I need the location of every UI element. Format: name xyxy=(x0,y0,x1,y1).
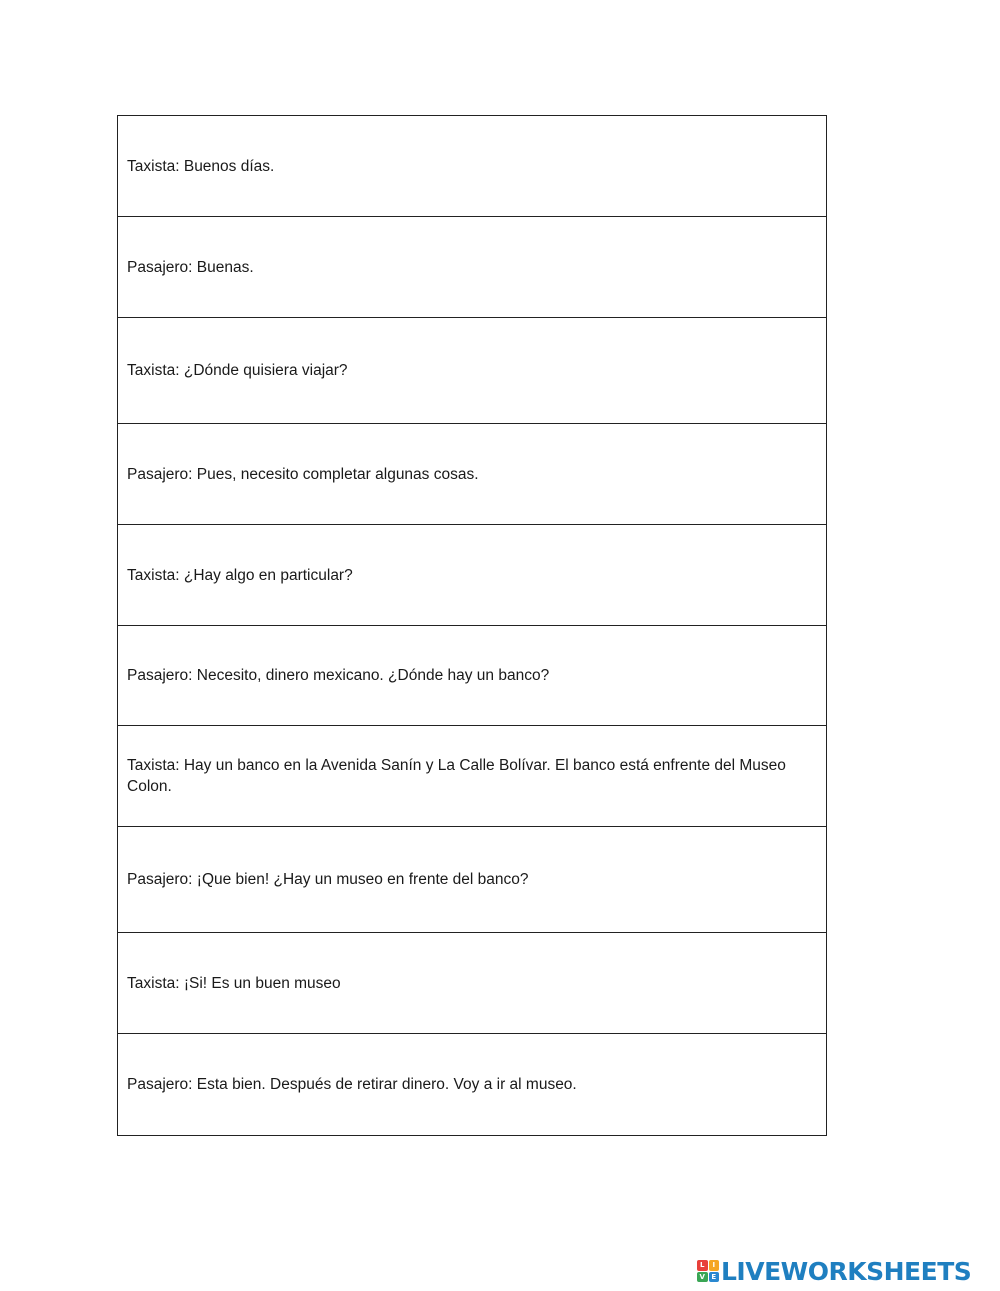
dialogue-line: Taxista: Buenos días. xyxy=(127,157,275,175)
dialogue-row xyxy=(118,525,826,626)
dialogue-line: Pasajero: Necesito, dinero mexicano. ¿Dónde hay un banco? xyxy=(127,667,550,684)
dialogue-line: Taxista: ¡Si! Es un buen museo xyxy=(127,974,341,992)
logo-block-i: I xyxy=(709,1260,720,1271)
dialogue-row xyxy=(118,1034,826,1135)
dialogue-row xyxy=(118,626,826,726)
dialogue-line: Taxista: ¿Hay algo en particular? xyxy=(127,566,353,584)
dialogue-table xyxy=(117,115,827,1136)
dialogue-row xyxy=(118,726,826,827)
logo-block-v: V xyxy=(697,1272,708,1283)
dialogue-row xyxy=(118,318,826,424)
dialogue-row xyxy=(118,827,826,933)
liveworksheets-logo-text: LIVEWORKSHEETS xyxy=(721,1256,972,1286)
dialogue-line: Pasajero: Pues, necesito completar algunas cosas. xyxy=(127,465,479,483)
dialogue-line: Taxista: ¿Dónde quisiera viajar? xyxy=(127,362,348,379)
dialogue-line: Pasajero: ¡Que bien! ¿Hay un museo en frente del banco? xyxy=(127,871,529,888)
dialogue-line: Pasajero: Esta bien. Después de retirar dinero. Voy a ir al museo. xyxy=(127,1076,577,1093)
liveworksheets-logo[interactable] xyxy=(697,1257,971,1285)
dialogue-row xyxy=(118,424,826,525)
dialogue-line: Taxista: Hay un banco en la Avenida Sanín y La Calle Bolívar. El banco está enfrente del Museo Colon. xyxy=(127,757,786,795)
dialogue-row xyxy=(118,217,826,318)
logo-block-e: E xyxy=(709,1272,720,1283)
dialogue-row xyxy=(118,116,826,217)
logo-block-l: L xyxy=(697,1260,708,1271)
liveworksheets-logo-icon xyxy=(697,1260,719,1282)
dialogue-row xyxy=(118,933,826,1034)
dialogue-line: Pasajero: Buenas. xyxy=(127,258,254,276)
